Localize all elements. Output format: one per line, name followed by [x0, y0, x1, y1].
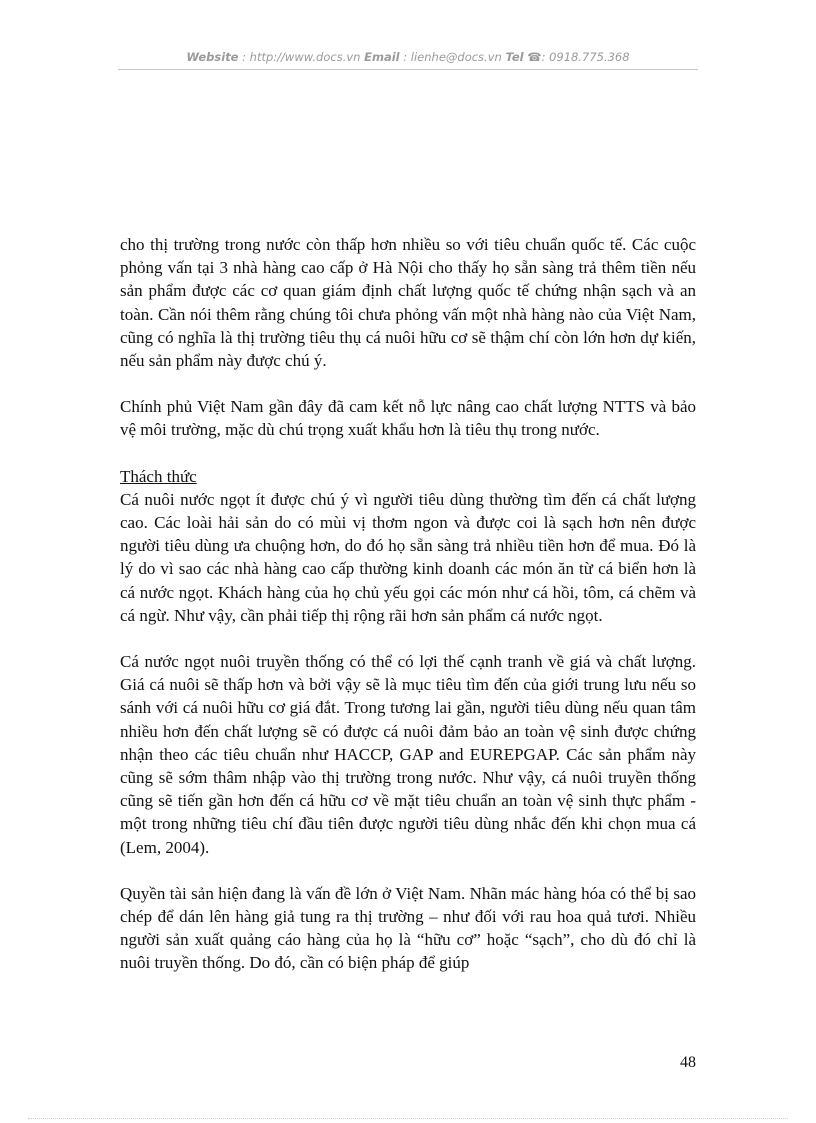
header-divider: [118, 69, 698, 70]
section-heading: Thách thức: [120, 466, 197, 486]
phone-icon: ☎: [527, 50, 542, 64]
tel-value: : 0918.775.368: [541, 50, 630, 64]
email-value: : lienhe@docs.vn: [403, 50, 502, 64]
page-header: [118, 50, 698, 64]
email-label: Email: [364, 50, 400, 64]
website-value: : http://www.docs.vn: [242, 50, 361, 64]
page-number: 48: [680, 1054, 696, 1071]
tel-label: Tel: [505, 50, 524, 64]
website-label: Website: [186, 50, 239, 64]
footer-divider: [28, 1118, 788, 1119]
paragraph-3: Cá nuôi nước ngọt ít được chú ý vì người tiêu dùng thường tìm đến cá chất lượng cao. Các loài hải sản do có mùi vị thơm ngon và được coi là sạch hơn nên được người tiêu dùng ưa chuộng hơn, do đó họ sẵn sàng trả nhiều tiền hơn để mua. Đó là lý do vì sao các nhà hàng cao cấp thường kinh doanh các món ăn từ cá biển hơn là cá nước ngọt. Khách hàng của họ chủ yếu gọi các món như cá hồi, tôm, cá chẽm và cá ngừ. Như vậy, cần phải tiếp thị rộng rãi hơn sản phẩm cá nước ngọt.: [120, 489, 696, 625]
paragraph-4: Cá nước ngọt nuôi truyền thống có thể có lợi thế cạnh tranh về giá và chất lượng. Giá cá nuôi sẽ thấp hơn và bởi vậy sẽ là mục tiêu tìm đến của giới trung lưu nếu so sánh với cá nuôi hữu cơ giá đắt. Trong tương lai gần, người tiêu dùng nếu quan tâm nhiều hơn đến chất lượng sẽ có được cá nuôi đảm bảo an toàn vệ sinh được chứng nhận theo các tiêu chuẩn như HACCP, GAP and EUREPGAP. Các sản phẩm này cũng sẽ sớm thâm nhập vào thị trường trong nước. Như vậy, cá nuôi truyền thống cũng sẽ tiến gần hơn đến cá hữu cơ về mặt tiêu chuẩn an toàn vệ sinh thực phẩm - một trong những tiêu chí đầu tiên được người tiêu dùng nhắc đến khi chọn mua cá (Lem, 2004).: [120, 652, 696, 857]
paragraph-5: Quyền tài sản hiện đang là vấn đề lớn ở Việt Nam. Nhãn mác hàng hóa có thể bị sao chép để dán lên hàng giả tung ra thị trường – như đối với rau hoa quả tươi. Nhiều người sản xuất quảng cáo hàng của họ là “hữu cơ” hoặc “sạch”, cho dù đó chỉ là nuôi truyền thống. Do đó, cần có biện pháp để giúp: [120, 883, 696, 973]
paragraph-2: Chính phủ Việt Nam gần đây đã cam kết nỗ lực nâng cao chất lượng NTTS và bảo vệ môi trường, mặc dù chú trọng xuất khẩu hơn là tiêu thụ trong nước.: [120, 397, 696, 440]
document-body: [120, 233, 696, 975]
paragraph-1: cho thị trường trong nước còn thấp hơn nhiều so với tiêu chuẩn quốc tế. Các cuộc phỏng vấn tại 3 nhà hàng cao cấp ở Hà Nội cho thấy họ sẵn sàng trả thêm tiền nếu sản phẩm được các cơ quan giám định chất lượng quốc tế chứng nhận sạch và an toàn. Cần nói thêm rằng chúng tôi chưa phỏng vấn một nhà hàng nào của Việt Nam, cũng có nghĩa là thị trường tiêu thụ cá nuôi hữu cơ sẽ thậm chí còn lớn hơn dự kiến, nếu sản phẩm này được chú ý.: [120, 235, 696, 371]
